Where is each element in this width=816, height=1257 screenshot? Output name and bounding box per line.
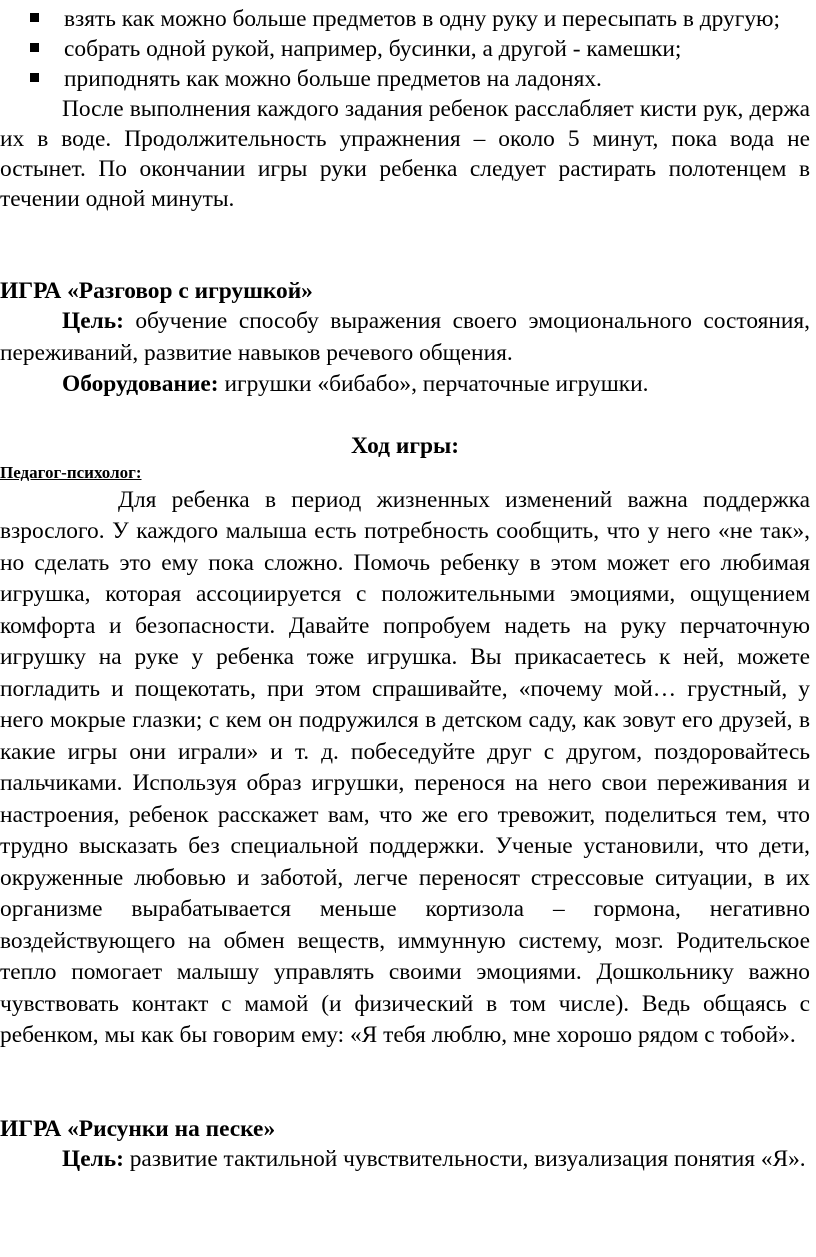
game-equipment [0, 369, 810, 401]
list-item [0, 64, 810, 94]
goal-label: Цель: [62, 308, 124, 334]
spacer [0, 214, 810, 276]
spacer [0, 1052, 810, 1114]
goal-text: развитие тактильной чувствительности, визуализация понятия «Я». [123, 1145, 806, 1172]
list-item [0, 4, 810, 34]
spacer [0, 401, 810, 431]
equipment-label: Оборудование: [62, 371, 219, 397]
game-goal [0, 1144, 810, 1176]
list-item-text: собрать одной рукой, например, бусинки, а другой - камешки; [64, 36, 682, 62]
goal-label: Цель: [62, 1145, 124, 1172]
speaker-label: Педагог-психолог: [0, 462, 142, 482]
goal-text: обучение способу выражения своего эмоционального состояния, переживаний, развитие навыков речевого общения. [0, 308, 810, 366]
equipment-text: игрушки «бибабо», перчаточные игрушки. [218, 371, 649, 397]
list-item-text: взять как можно больше предметов в одну руку и пересыпать в другую; [64, 6, 780, 32]
process-paragraph: Для ребенка в период жизненных изменений важна поддержка взрослого. У каждого малыша есть потребность сообщить, что у него «не так», но сделать это ему пока сложно. Помочь ребенку в этом может его любимая игрушка, которая ассоциируется с положительными эмоциями, ощущением комфорта и безопасности. Давайте попробуем надеть на руку перчаточную игрушку на руке у ребенка тоже игрушка. Вы прикасаетесь к ней, можете погладить и пощекотать, при этом спрашивайте, «почему мой… грустный, у него мокрые глазки; с кем он подружился в детском саду, как зовут его друзей, в какие игры они играли» и т. д. побеседуйте друг с другом, поздоровайтесь пальчиками. Используя образ игрушки, перенося на него свои переживания и настроения, ребенок расскажет вам, что же его тревожит, поделиться тем, что трудно высказать без специальной поддержки. Ученые установили, что дети, окруженные любовью и заботой, легче переносят стрессовые ситуации, в их организме вырабатывается меньше кортизола – гормона, негативно воздействующего на обмен веществ, иммунную систему, мозг. Родительское тепло помогает малышу управлять своими эмоциями. Дошкольнику важно чувствовать контакт с мамой (и физический в том числе). Ведь общаясь с ребенком, мы как бы говорим ему: «Я тебя люблю, мне хорошо рядом с тобой». [0, 486, 810, 1048]
process-heading: Ход игры: [350, 432, 460, 459]
game-title: ИГРА «Рисунки на песке» [0, 1115, 276, 1142]
game-goal [0, 306, 810, 369]
square-bullet-icon [30, 73, 39, 82]
list-item [0, 34, 810, 64]
intro-paragraph: После выполнения каждого задания ребенок расслабляет кисти рук, держа их в воде. Продолжительность упражнения – около 5 минут, пока вода не остынет. По окончании игры руки ребенка следует растирать полотенцем в течении одной минуты. [0, 96, 810, 212]
square-bullet-icon [30, 13, 39, 22]
exercise-list [0, 4, 810, 94]
list-item-text: приподнять как можно больше предметов на ладонях. [64, 66, 602, 92]
game-title: ИГРА «Разговор с игрушкой» [0, 278, 313, 304]
square-bullet-icon [30, 43, 39, 52]
